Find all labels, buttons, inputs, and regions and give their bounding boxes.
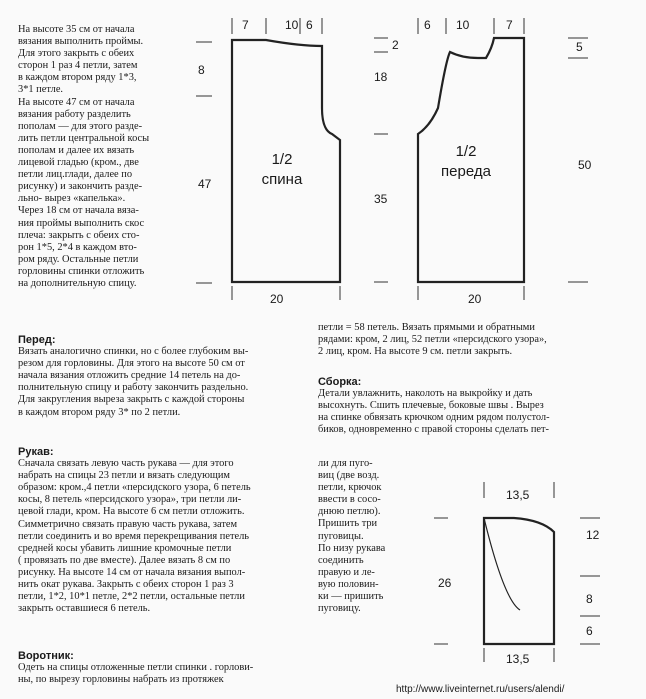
text-line: пуговицы. — [318, 530, 364, 542]
text-line: На высоте 47 см от начала — [18, 96, 135, 108]
front-top-dim-3: 7 — [506, 18, 513, 32]
text-line: на спинке обвязать крючком одним рядом полустол- — [318, 412, 550, 424]
text-line: Симметрично связать правую часть рукава, затем — [18, 518, 238, 530]
intro-text — [18, 24, 149, 290]
text-line: полнительную спицу и работу закончить раздельно. — [18, 382, 249, 394]
text-line: ния проймы выполнить скос — [18, 217, 145, 229]
text-line: рон 1*5, 2*4 в каждом вто- — [18, 241, 137, 253]
text-line: биков, одновременно с правой стороны сделать пет- — [318, 424, 550, 436]
text-line: пополам — для этого разде- — [18, 120, 143, 132]
text-line: рисунку. На высоте 14 см от начала вязания выпол- — [18, 566, 246, 578]
source-url: http://www.liveinternet.ru/users/alendi/ — [396, 684, 565, 695]
text-line: ки — пришить — [318, 591, 384, 603]
text-line: 3*1 петле. — [18, 84, 64, 96]
text-line: пуговицу. — [318, 603, 361, 615]
text-line: плеча: закрыть с обеих сто- — [18, 229, 140, 241]
text-line: вую половин- — [318, 578, 379, 590]
assembly-text — [318, 388, 550, 436]
text-line: Пришить три — [318, 518, 378, 530]
text-line: петли = 58 петель. Вязать прямыми и обратными — [318, 322, 535, 333]
text-line: резом для горловины. Для этого на высоте 50 см от — [18, 358, 245, 370]
sleeve-text — [18, 458, 251, 615]
text-line: закрыть оставшиеся 6 петель. — [18, 603, 151, 615]
text-line: лицевой гладью (кром., две — [18, 157, 139, 169]
text-line: ром ряду. Остальные петли — [18, 253, 139, 265]
text-line: высохнуть. Сшить плечевые, боковые швы . Вырез — [318, 400, 544, 412]
front-pattern-name: переда — [441, 163, 491, 180]
collar-section — [18, 650, 253, 686]
text-line: ли для пуго- — [318, 458, 373, 469]
text-line: ввести в сосо- — [318, 494, 381, 506]
text-line: ны, по вырезу горловины набрать из протяжек — [18, 674, 224, 686]
back-pattern-label — [252, 150, 312, 190]
assembly-narrow-text — [318, 458, 385, 615]
text-line: льно- вырез «капелька». — [18, 193, 126, 205]
text-line: сторон 1 раз 4 петли, затем — [18, 60, 138, 72]
sleeve-right-dim-3: 6 — [586, 624, 593, 638]
front-pattern-label — [432, 142, 500, 182]
text-line: набрать на спицы 23 петли и вязать следующим — [18, 470, 230, 482]
text-line: в каждом втором ряду 3* по 2 петли. — [18, 406, 181, 418]
text-line: петли, 1*2, 10*1 петле, 2*2 петли, остальные петли — [18, 591, 245, 603]
text-line: Одеть на спицы отложенные петли спинки . горлови- — [18, 662, 254, 674]
text-line: днюю петлю). — [318, 506, 381, 518]
sleeve-pattern-outline — [484, 518, 554, 644]
sleeve-right-dim-2: 8 — [586, 592, 593, 606]
sleeve-right-dim-1: 12 — [586, 528, 600, 542]
text-line: образом: кром.,4 петли «персидского узора, 6 петель — [18, 482, 251, 494]
front-text — [18, 346, 248, 419]
sleeve-left-dim: 26 — [438, 576, 452, 590]
back-pattern-fraction: 1/2 — [271, 151, 293, 168]
sleeve-section — [18, 446, 251, 615]
front-pattern-fraction: 1/2 — [455, 143, 477, 160]
front-section — [18, 334, 248, 419]
text-line: цевой глади, кром. На высоте 6 см петли отложить. — [18, 506, 245, 518]
text-line: на дополнительную спицу. — [18, 277, 137, 289]
front-right-dim-2: 50 — [578, 158, 592, 172]
back-bottom-dim: 20 — [270, 292, 284, 306]
sleeve-top-dim: 13,5 — [506, 488, 530, 502]
text-line: средней косы убавить лишние кромочные петли — [18, 542, 232, 554]
collar-continuation-text — [318, 322, 547, 358]
text-line: горловины спинки отложить — [18, 265, 145, 277]
text-line: петли лиц.глади, далее по — [18, 169, 133, 181]
sleeve-bottom-dim: 13,5 — [506, 652, 530, 666]
front-right-dim-1: 5 — [576, 40, 583, 54]
text-line: Через 18 см от начала вяза- — [18, 205, 139, 217]
text-line: петли, крючок — [318, 482, 382, 494]
text-line: рисунку) и закончить разде- — [18, 181, 143, 193]
back-top-dim-2: 10 — [285, 18, 299, 32]
back-pattern-name: спина — [261, 171, 303, 188]
front-top-dim-1: 6 — [424, 18, 431, 32]
collar-text — [18, 662, 253, 686]
text-line: На высоте 35 см от начала — [18, 24, 135, 35]
text-line: нить окат рукава. Закрыть с обеих сторон 1 раз 3 — [18, 579, 234, 591]
text-line: правую и ле- — [318, 566, 375, 578]
front-bottom-dim: 20 — [468, 292, 482, 306]
back-left-dim-1: 8 — [198, 63, 205, 77]
text-line: в каждом втором ряду 1*3, — [18, 72, 137, 84]
front-heading: Перед: — [18, 334, 56, 346]
text-line: вязания работу разделить — [18, 108, 131, 120]
text-line: Для этого закрыть с обеих — [18, 48, 135, 60]
front-left-dim-2: 18 — [374, 70, 388, 84]
text-line: 2 лиц, кром. На высоте 9 см. петли закрыть. — [318, 346, 513, 358]
text-line: петли соединить и во время перекрещивания петель — [18, 530, 250, 542]
text-line: начала вязания отложить средние 14 петель на до- — [18, 370, 241, 382]
front-left-dim-1: 2 — [392, 38, 399, 52]
text-line: косы, 8 петель «персидского узора», три петли ли- — [18, 494, 242, 506]
back-top-dim-1: 7 — [242, 18, 249, 32]
assembly-section — [318, 376, 550, 436]
collar-heading: Воротник: — [18, 650, 74, 662]
text-line: рядами: кром, 2 лиц, 52 петли «персидского узора», — [318, 334, 547, 346]
front-left-dim-3: 35 — [374, 192, 388, 206]
back-left-dim-2: 47 — [198, 177, 212, 191]
sleeve-heading: Рукав: — [18, 446, 54, 458]
text-line: пополам и далее их вязать — [18, 144, 135, 156]
text-line: виц (две возд. — [318, 470, 380, 482]
text-line: Для закругления выреза закрыть с каждой стороны — [18, 394, 245, 406]
text-line: Сначала связать левую часть рукава — для этого — [18, 458, 234, 470]
text-line: лить петли центральной косы — [18, 132, 150, 144]
back-top-dim-3: 6 — [306, 18, 313, 32]
text-line: вязания выполнить проймы. — [18, 36, 144, 48]
text-line: Детали увлажнить, наколоть на выкройку и дать — [318, 388, 533, 400]
assembly-heading: Сборка: — [318, 376, 362, 388]
text-line: Вязать аналогично спинки, но с более глубоким вы- — [18, 346, 249, 358]
text-line: По низу рукава — [318, 542, 386, 554]
front-top-dim-2: 10 — [456, 18, 470, 32]
text-line: соединить — [318, 554, 364, 566]
text-line: ( провязать по две вместе). Далее вязать 8 см по — [18, 554, 231, 566]
